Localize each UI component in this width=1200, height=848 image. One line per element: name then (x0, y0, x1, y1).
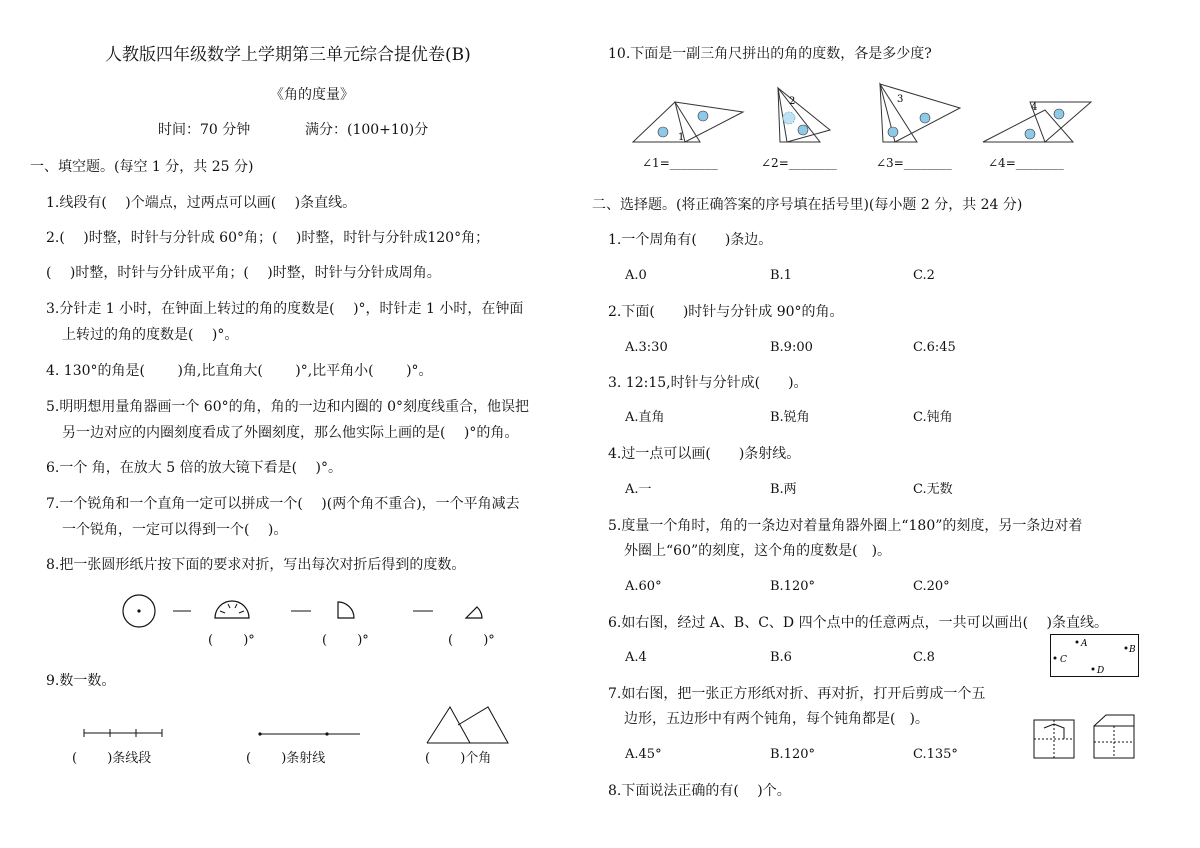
question-3-line-2: 上转过的角的度数是( )°。 (62, 327, 239, 343)
angles-figure (427, 707, 470, 743)
question-7-line-2: 一个锐角，一定可以得到一个( )。 (62, 522, 288, 538)
question-1: 1.线段有( )个端点，过两点可以画( )条直线。 (46, 195, 357, 211)
choice-q5-option-a: A.60° (625, 579, 662, 594)
page-subtitle: 《角的度量》 (270, 87, 354, 103)
choice-q8: 8.下面说法正确的有( )个。 (608, 783, 791, 799)
q10-answer-1: ∠1=________ (642, 156, 718, 170)
question-10: 10.下面是一副三角尺拼出的角的度数，各是多少度? (608, 46, 932, 62)
count-figures (70, 703, 530, 753)
page-title: 人教版四年级数学上学期第三单元综合提优卷(B) (105, 45, 471, 65)
choice-q4-option-c: C.无数 (913, 482, 953, 497)
semicircle-icon (215, 601, 249, 618)
choice-q3-option-b: B.锐角 (770, 410, 810, 425)
choice-q1-option-b: B.1 (770, 268, 792, 283)
choice-q4: 4.过一点可以画( )条射线。 (608, 446, 801, 462)
angle-mark-3: 3 (897, 94, 904, 105)
angle-mark-4: 4 (1031, 102, 1038, 113)
q9-label-angles: ( )个角 (425, 751, 492, 766)
question-2-line-2: ( )时整，时针与分针成平角；( )时整，时针与分针成周角。 (46, 265, 441, 281)
choice-q5-option-b: B.120° (770, 579, 815, 594)
choice-q4-option-a: A.一 (625, 482, 652, 497)
choice-q6-option-c: C.8 (913, 650, 935, 665)
choice-q4-option-b: B.两 (770, 482, 797, 497)
choice-q1-option-c: C.2 (913, 268, 935, 283)
choice-q5-line-2: 外圈上“60”的刻度，这个角的度数是( )。 (624, 543, 892, 559)
question-2-line-1: 2.( )时整，时针与分针成 60°角；( )时整，时针与分针成120°角； (46, 230, 490, 246)
question-5-line-2: 另一边对应的内圈刻度看成了外圈刻度，那么他实际上画的是( )°的角。 (62, 425, 519, 441)
exam-time: 时间：70 分钟 (158, 122, 251, 138)
exam-score: 满分：(100+10)分 (305, 122, 429, 138)
choice-q1: 1.一个周角有( )条边。 (608, 232, 773, 248)
choice-q2-option-b: B.9:00 (770, 340, 813, 355)
choice-q3: 3. 12:15,时针与分针成( )。 (608, 375, 808, 391)
eighth-circle-icon (466, 607, 482, 618)
choice-q7-option-b: B.120° (770, 747, 815, 762)
point-label-d: D (1097, 666, 1105, 676)
question-9: 9.数一数。 (46, 673, 116, 689)
choice-q6-option-b: B.6 (770, 650, 792, 665)
quarter-circle-icon (338, 602, 354, 618)
angle-mark-1: 1 (678, 132, 685, 143)
angle-mark-2: 2 (789, 96, 796, 107)
question-4: 4. 130°的角是( )角,比直角大( )°,比平角小( )°。 (46, 363, 433, 379)
points-figure (1050, 634, 1140, 678)
circle-folding-figure (115, 592, 535, 632)
q8-blank-1: ( )° (208, 633, 255, 648)
choice-q7-line-2: 边形，五边形中有两个钝角，每个钝角都是( )。 (624, 711, 929, 727)
choice-q7-line-1: 7.如右图，把一张正方形纸对折、再对折，打开后剪成一个五 (608, 686, 986, 702)
question-7-line-1: 7.一个锐角和一个直角一定可以拼成一个( )(两个角不重合)，一个平角减去 (46, 496, 520, 512)
choice-q6: 6.如右图，经过 A、B、C、D 四个点中的任意两点，一共可以画出( )条直线。 (608, 615, 1108, 631)
q8-blank-2: ( )° (322, 633, 369, 648)
choice-q2-option-c: C.6:45 (913, 340, 956, 355)
question-8: 8.把一张圆形纸片按下面的要求对折，写出每次对折后得到的度数。 (46, 557, 466, 573)
section-heading-choice: 二、选择题。(将正确答案的序号填在括号里)(每小题 2 分，共 24 分) (592, 197, 1023, 213)
choice-q3-option-c: C.钝角 (913, 410, 953, 425)
q9-label-segments: ( )条线段 (72, 751, 152, 766)
folded-paper-figure (1032, 714, 1144, 760)
choice-q5-line-1: 5.度量一个角时，角的一条边对着量角器外圈上“180”的刻度，另一条边对着 (608, 518, 1083, 534)
choice-q1-option-a: A.0 (625, 268, 647, 283)
q10-answer-3: ∠3=________ (876, 156, 952, 170)
choice-q5-option-c: C.20° (913, 579, 950, 594)
choice-q7-option-c: C.135° (913, 747, 958, 762)
question-5-line-1: 5.明明想用量角器画一个 60°的角，角的一边和内圈的 0°刻度线重合，他误把 (46, 399, 529, 415)
q10-answer-2: ∠2=________ (761, 156, 837, 170)
point-label-c: C (1060, 655, 1067, 665)
q8-blank-3: ( )° (448, 633, 495, 648)
choice-q7-option-a: A.45° (625, 747, 662, 762)
point-label-a: A (1081, 639, 1088, 649)
choice-q6-option-a: A.4 (625, 650, 647, 665)
choice-q3-option-a: A.直角 (625, 410, 665, 425)
question-6: 6.一个 角，在放大 5 倍的放大镜下看是( )°。 (46, 460, 342, 476)
section-heading-fill-blank: 一、填空题。(每空 1 分，共 25 分) (30, 159, 254, 175)
choice-q2-option-a: A.3:30 (625, 340, 668, 355)
q9-label-rays: ( )条射线 (246, 751, 326, 766)
point-label-b: B (1129, 645, 1136, 655)
question-3-line-1: 3.分针走 1 小时，在钟面上转过的角的度数是( )°，时针走 1 小时，在钟面 (46, 301, 524, 317)
q10-answer-4: ∠4=________ (988, 156, 1064, 170)
choice-q2: 2.下面( )时针与分针成 90°的角。 (608, 304, 844, 320)
